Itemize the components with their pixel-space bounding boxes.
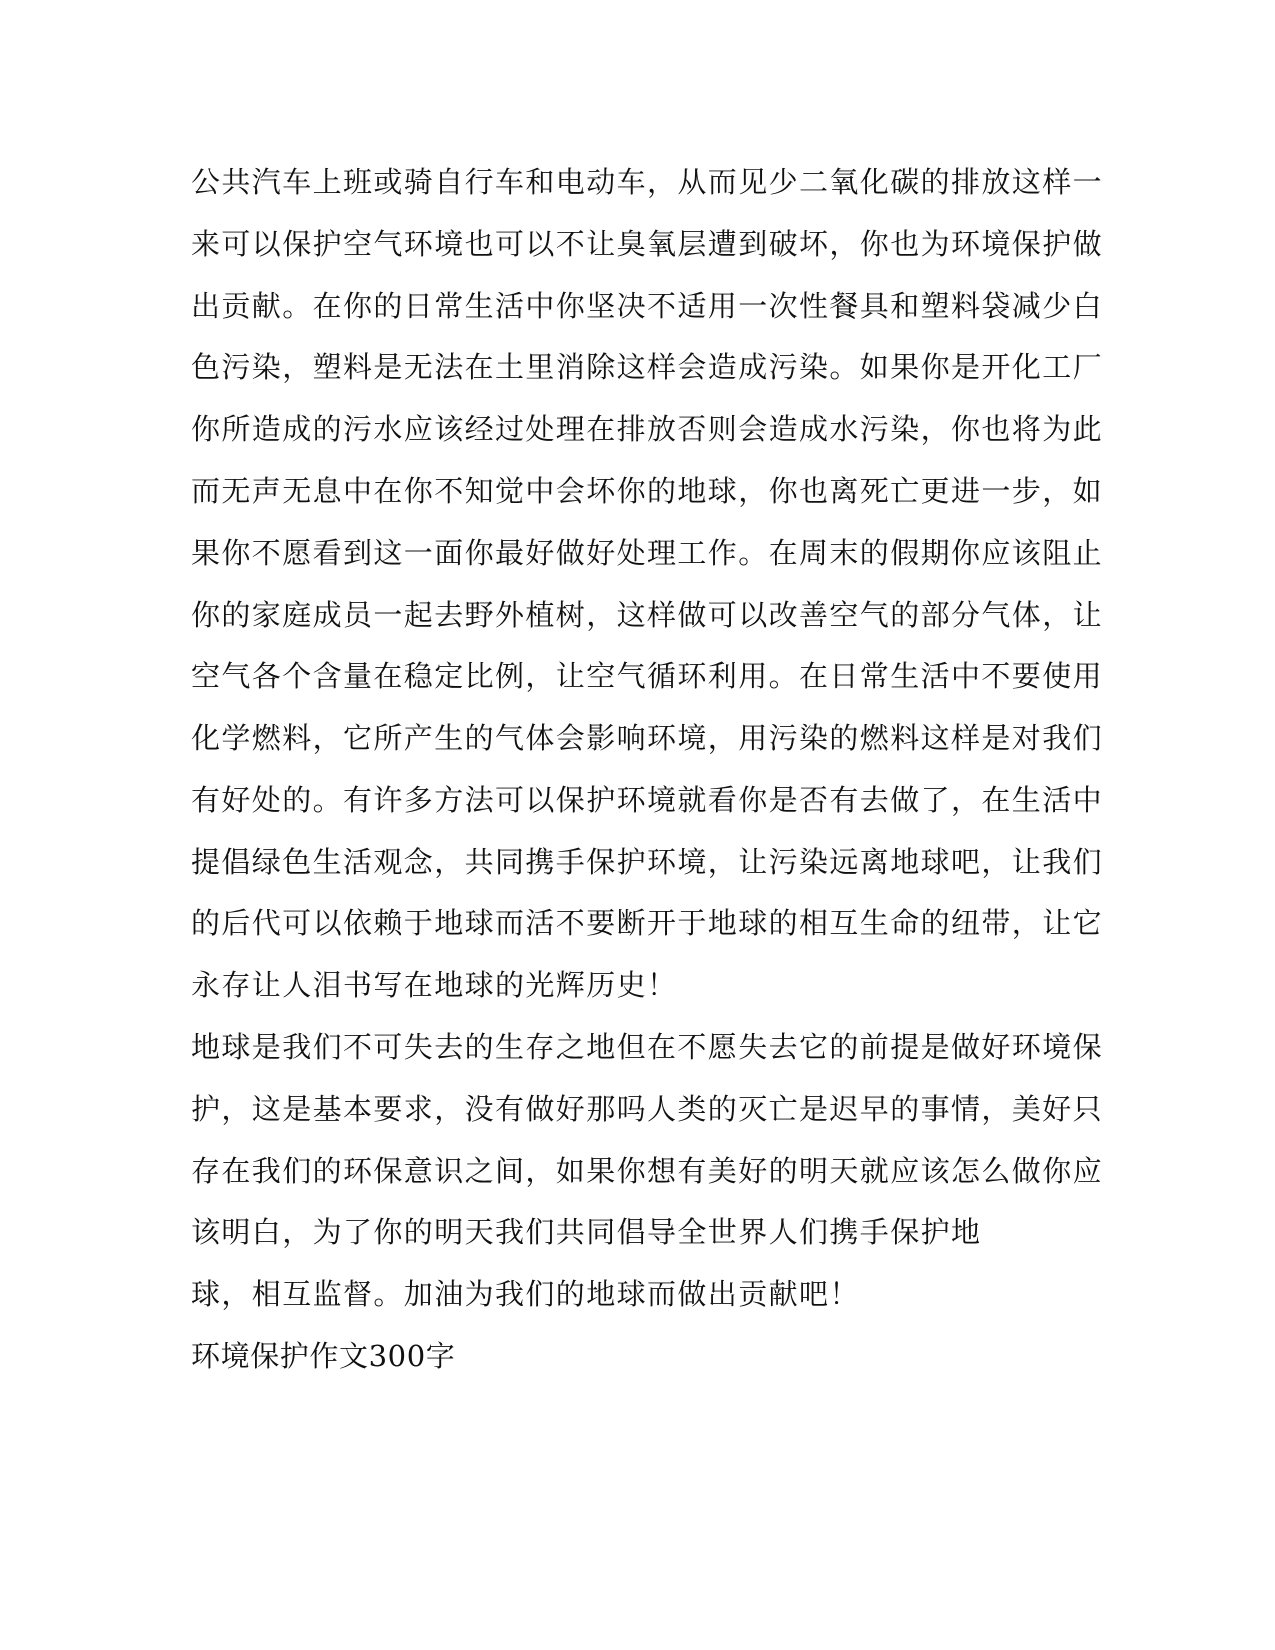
text-line: 你的家庭成员一起去野外植树，这样做可以改善空气的部分气体，让	[191, 598, 1104, 632]
text-line: 而无声无息中在你不知觉中会坏你的地球，你也离死亡更进一步，如	[191, 474, 1104, 508]
text-line: 来可以保护空气环境也可以不让臭氧层遭到破坏，你也为环境保护做	[191, 227, 1104, 261]
text-line: 空气各个含量在稳定比例，让空气循环利用。在日常生活中不要使用	[191, 659, 1104, 693]
text-line: 出贡献。在你的日常生活中你坚决不适用一次性餐具和塑料袋减少白	[191, 289, 1104, 323]
text-line: 你所造成的污水应该经过处理在排放否则会造成水污染，你也将为此	[191, 412, 1104, 446]
text-line: 色污染，塑料是无法在土里消除这样会造成污染。如果你是开化工厂	[191, 350, 1104, 384]
text-line: 有好处的。有许多方法可以保护环境就看你是否有去做了，在生活中	[191, 783, 1104, 817]
text-line: 该明白，为了你的明天我们共同倡导全世界人们携手保护地	[191, 1215, 982, 1249]
text-line: 护，这是基本要求，没有做好那吗人类的灭亡是迟早的事情，美好只	[191, 1092, 1104, 1126]
text-line: 球，相互监督。加油为我们的地球而做出贡献吧！	[191, 1277, 860, 1311]
text-line: 地球是我们不可失去的生存之地但在不愿失去它的前提是做好环境保	[191, 1030, 1104, 1064]
text-line: 公共汽车上班或骑自行车和电动车，从而见少二氧化碳的排放这样一	[191, 165, 1104, 199]
text-line: 的后代可以依赖于地球而活不要断开于地球的相互生命的纽带，让它	[191, 906, 1104, 940]
text-line: 化学燃料，它所产生的气体会影响环境，用污染的燃料这样是对我们	[191, 721, 1104, 755]
section-heading: 环境保护作文300字	[191, 1339, 456, 1373]
text-line: 果你不愿看到这一面你最好做好处理工作。在周末的假期你应该阻止	[191, 536, 1104, 570]
text-line: 提倡绿色生活观念，共同携手保护环境，让污染远离地球吧，让我们	[191, 845, 1104, 879]
text-line: 永存让人泪书写在地球的光辉历史！	[191, 968, 678, 1002]
text-line: 存在我们的环保意识之间，如果你想有美好的明天就应该怎么做你应	[191, 1154, 1104, 1188]
